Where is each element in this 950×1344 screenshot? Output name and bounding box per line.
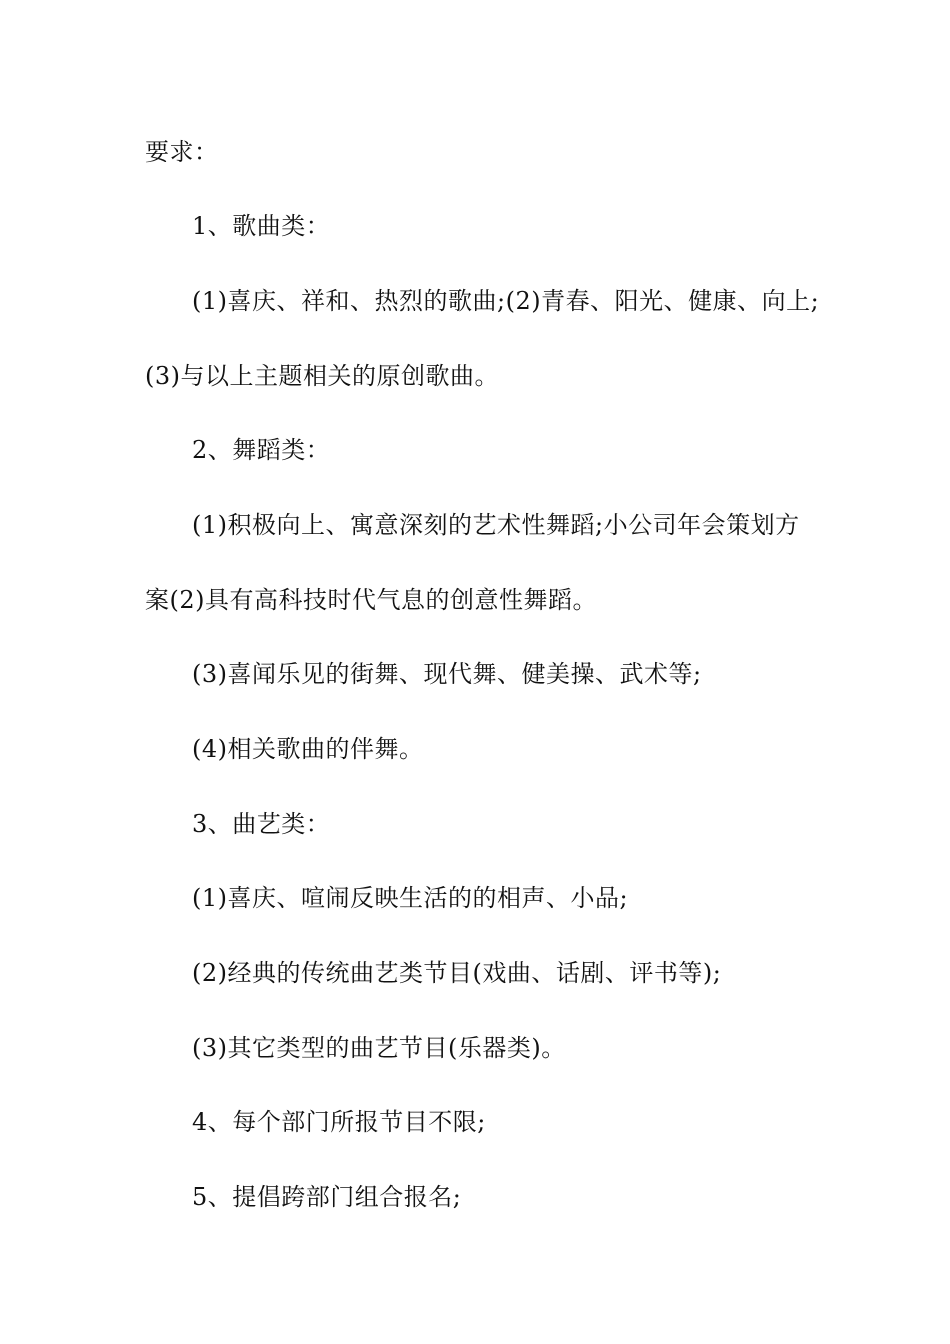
paragraph-line: 4、每个部门所报节目不限; xyxy=(192,1108,486,1136)
item-heading-songs: 1、歌曲类： xyxy=(192,212,331,240)
paragraph-line: (4)相关歌曲的伴舞。 xyxy=(192,735,424,763)
paragraph-line: (2)经典的传统曲艺类节目(戏曲、话剧、评书等); xyxy=(192,959,722,987)
item-heading-quyi: 3、曲艺类： xyxy=(192,810,331,838)
paragraph-line: (1)积极向上、寓意深刻的艺术性舞蹈;小公司年会策划方 xyxy=(192,511,800,539)
paragraph-line: (3)与以上主题相关的原创歌曲。 xyxy=(145,362,499,390)
paragraph-line: (3)其它类型的曲艺节目(乐器类)。 xyxy=(192,1034,566,1062)
paragraph-line: (1)喜庆、喧闹反映生活的的相声、小品; xyxy=(192,884,629,912)
item-heading-dance: 2、舞蹈类： xyxy=(192,436,331,464)
paragraph-line: (1)喜庆、祥和、热烈的歌曲;(2)青春、阳光、健康、向上; xyxy=(192,287,820,315)
paragraph-line: 5、提倡跨部门组合报名; xyxy=(192,1183,462,1211)
paragraph-line: 案(2)具有高科技时代气息的创意性舞蹈。 xyxy=(145,586,597,614)
section-heading-requirements: 要求： xyxy=(145,138,219,166)
paragraph-line: (3)喜闻乐见的街舞、现代舞、健美操、武术等; xyxy=(192,660,702,688)
